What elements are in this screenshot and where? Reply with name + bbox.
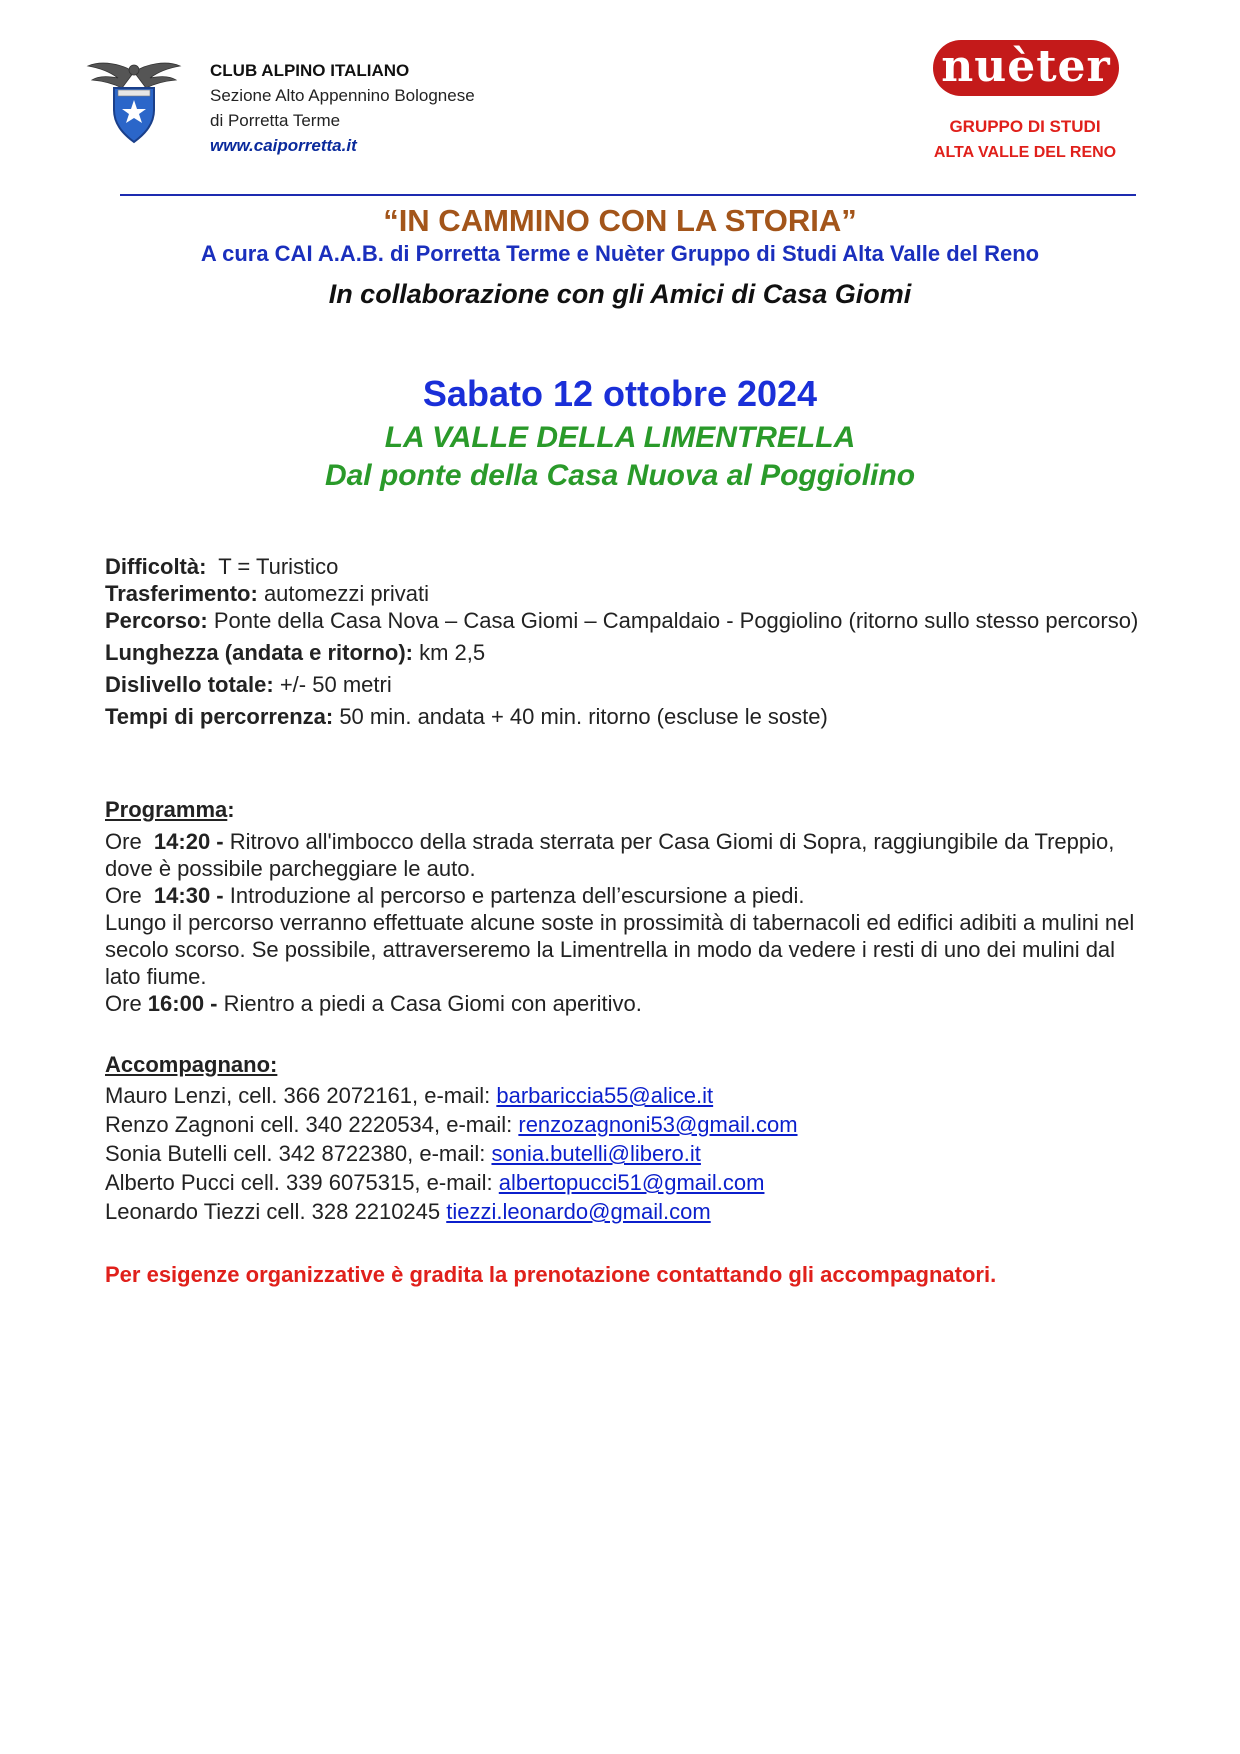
- header-divider: [120, 194, 1136, 196]
- programma-colon: :: [227, 797, 235, 822]
- info-label: Lunghezza (andata e ritorno):: [105, 640, 413, 665]
- nueter-logo: [933, 40, 1119, 96]
- info-row: [105, 607, 1145, 634]
- programma-item: [105, 828, 1145, 882]
- booking-notice: Per esigenze organizzative è gradita la prenotazione contattando gli accompagnatori.: [105, 1262, 997, 1287]
- collaboration-line: In collaborazione con gli Amici di Casa Giomi: [328, 279, 912, 309]
- programma-item: [105, 882, 1145, 909]
- nueter-group: [905, 114, 1145, 166]
- programma-time: 16:00 -: [147, 991, 218, 1016]
- contact-row: [105, 1081, 1145, 1110]
- info-row: [105, 639, 1145, 666]
- info-row: [105, 580, 1145, 607]
- email-link[interactable]: albertopucci51@gmail.com: [498, 1170, 765, 1195]
- accompagnano-heading: Accompagnano:: [105, 1052, 278, 1077]
- contact-row: [105, 1139, 1145, 1168]
- event-title: LA VALLE DELLA LIMENTRELLA: [384, 421, 856, 454]
- info-label: Tempi di percorrenza:: [105, 704, 334, 729]
- cai-location: di Porretta Terme: [210, 111, 341, 130]
- event-info: [105, 553, 1145, 730]
- info-row: [105, 671, 1145, 698]
- contact-text: Sonia Butelli cell. 342 8722380, e-mail:: [105, 1141, 492, 1166]
- info-value: +/- 50 metri: [273, 672, 392, 697]
- info-label: Trasferimento:: [105, 581, 258, 606]
- contact-row: [105, 1168, 1145, 1197]
- info-row: [105, 553, 1145, 580]
- info-value: automezzi privati: [257, 581, 430, 606]
- email-link[interactable]: tiezzi.leonardo@gmail.com: [446, 1199, 711, 1224]
- programma-text: Introduzione al percorso e partenza dell’escursione a piedi.: [223, 883, 805, 908]
- programma-heading-row: [105, 796, 1145, 823]
- cai-title: CLUB ALPINO ITALIANO: [210, 61, 410, 80]
- programma-section: [105, 796, 1145, 1017]
- event-date: Sabato 12 ottobre 2024: [422, 373, 818, 414]
- programma-text: Ritrovo all'imbocco della strada sterrata per Casa Giomi di Sopra, raggiungibile da Treppio, dove è possibile parcheggiare le auto.: [105, 829, 1115, 881]
- email-link[interactable]: renzozagnoni53@gmail.com: [518, 1112, 798, 1137]
- nueter-logo-text: nuèter: [941, 40, 1111, 92]
- programma-prefix: Ore: [105, 829, 154, 854]
- main-title: “IN CAMMINO CON LA STORIA”: [383, 203, 857, 238]
- info-label: Percorso:: [105, 608, 208, 633]
- event-subtitle: Dal ponte della Casa Nuova al Poggiolino: [324, 459, 916, 492]
- contact-text: Alberto Pucci cell. 339 6075315, e-mail:: [105, 1170, 499, 1195]
- programma-prefix: Ore: [105, 991, 148, 1016]
- nueter-line2: ALTA VALLE DEL RENO: [933, 144, 1117, 161]
- contact-text: Mauro Lenzi, cell. 366 2072161, e-mail:: [105, 1083, 497, 1108]
- organizers-line: A cura CAI A.A.B. di Porretta Terme e Nuèter Gruppo di Studi Alta Valle del Reno: [200, 241, 1040, 266]
- info-value: Ponte della Casa Nova – Casa Giomi – Campaldaio - Poggiolino (ritorno sullo stesso percorso): [207, 608, 1139, 633]
- info-label: Difficoltà:: [105, 554, 207, 579]
- contact-row: [105, 1110, 1145, 1139]
- programma-heading: Programma: [105, 797, 228, 822]
- contact-row: [105, 1197, 1145, 1226]
- email-link[interactable]: sonia.butelli@libero.it: [491, 1141, 701, 1166]
- accompagnano-section: [105, 1050, 1145, 1226]
- email-link[interactable]: barbariccia55@alice.it: [496, 1083, 714, 1108]
- programma-note: Lungo il percorso verranno effettuate alcune soste in prossimità di tabernacoli ed edifici adibiti a mulini nel secolo scorso. Se possibile, attraverseremo la Limentrella in modo da vedere i resti di uno dei mulini dal lato fiume.: [105, 910, 1135, 989]
- info-value: 50 min. andata + 40 min. ritorno (escluse le soste): [333, 704, 828, 729]
- programma-text: Rientro a piedi a Casa Giomi con aperitivo.: [217, 991, 642, 1016]
- nueter-line1: GRUPPO DI STUDI: [949, 117, 1101, 136]
- contact-text: Leonardo Tiezzi cell. 328 2210245: [105, 1199, 447, 1224]
- info-row: [105, 703, 1145, 730]
- programma-item: [105, 990, 1145, 1017]
- cai-header: [210, 58, 475, 158]
- programma-time: 14:30 -: [153, 883, 224, 908]
- programma-prefix: Ore: [105, 883, 154, 908]
- programma-time: 14:20 -: [153, 829, 224, 854]
- contact-text: Renzo Zagnoni cell. 340 2220534, e-mail:: [105, 1112, 519, 1137]
- info-value: km 2,5: [413, 640, 486, 665]
- cai-section: Sezione Alto Appennino Bolognese: [210, 86, 475, 105]
- cai-logo: [84, 54, 184, 146]
- info-value: T = Turistico: [206, 554, 339, 579]
- cai-website-link[interactable]: www.caiporretta.it: [210, 136, 357, 155]
- info-label: Dislivello totale:: [105, 672, 274, 697]
